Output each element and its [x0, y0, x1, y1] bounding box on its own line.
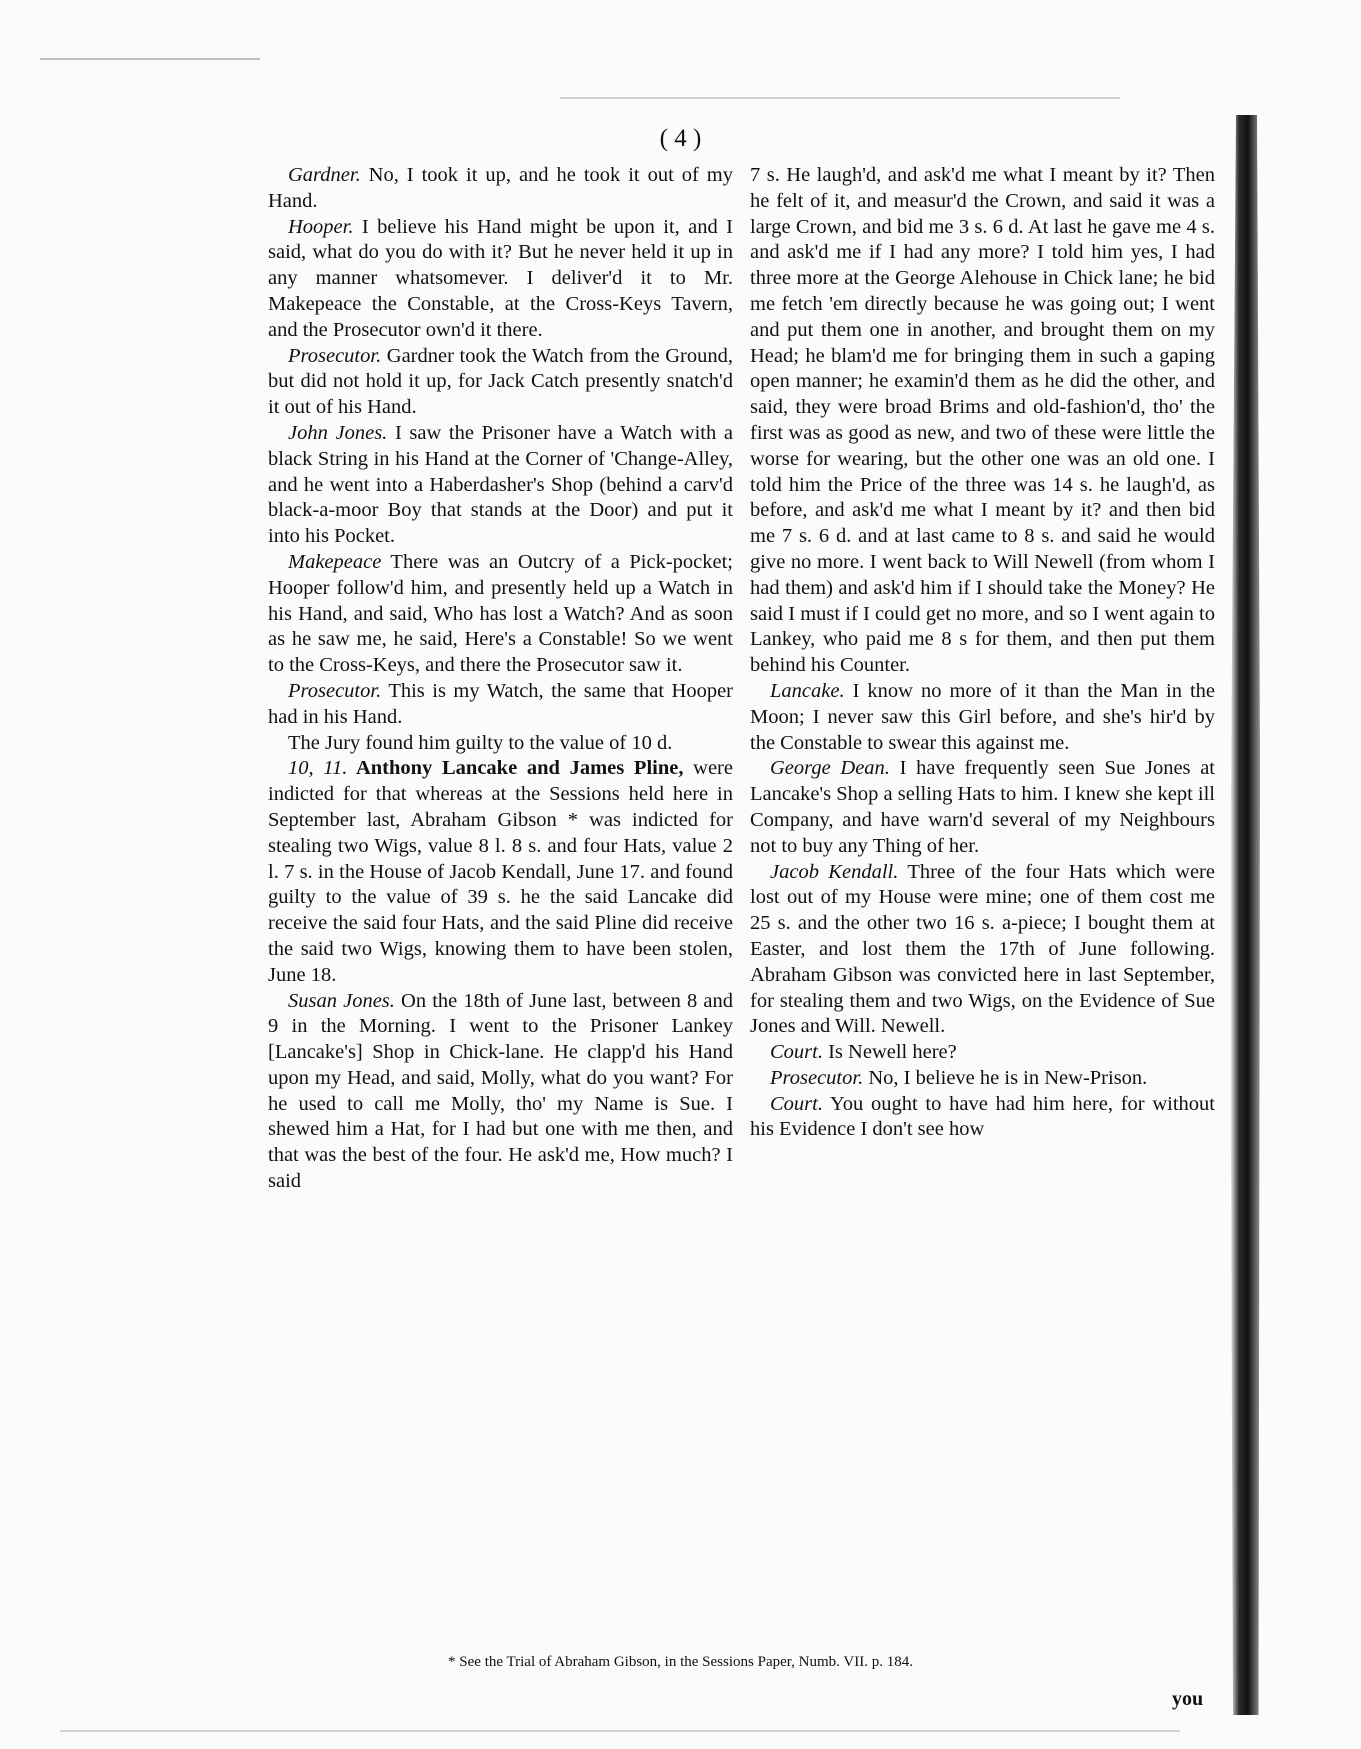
paragraph	[268, 421, 733, 550]
scan-edge-shadow	[1230, 115, 1260, 1715]
speaker-name: Prosecutor.	[288, 344, 382, 367]
paragraph	[268, 163, 733, 215]
speaker-name: Prosecutor.	[288, 679, 382, 702]
speaker-name: Jacob Kendall.	[770, 860, 899, 883]
left-column	[268, 163, 733, 1195]
speaker-name: Lancake.	[770, 679, 845, 702]
page-number: ( 4 )	[659, 125, 702, 152]
paragraph-text: No, I took it up, and he took it out of my Hand.	[268, 164, 733, 212]
paragraph	[268, 344, 733, 421]
speaker-name: Susan Jones.	[288, 989, 395, 1012]
speaker-name: Court.	[770, 1092, 823, 1115]
paragraph-text: I know no more of it than the Man in the Moon; I never saw this Girl before, and she's hir'd by the Constable to swear this against me.	[750, 679, 1215, 754]
paragraph-text: Three of the four Hats which were lost out of my House were mine; one of them cost me 25 s. and the other two 16 s. a-piece; I bought them at Easter, and lost them the 17th of June following. Abraham Gibson was convicted here in last September, for stealing them and two Wigs, on the Evidence of Sue Jones and Will. Newell.	[750, 860, 1215, 1038]
paragraph	[268, 731, 733, 757]
right-column	[750, 163, 1215, 1143]
paragraph	[750, 1092, 1215, 1144]
footnote: * See the Trial of Abraham Gibson, in the Sessions Paper, Numb. VII. p. 184.	[448, 1654, 913, 1670]
paragraph	[750, 860, 1215, 1041]
paragraph-text: were indicted for that whereas at the Sessions held here in September last, Abraham Gibson * was indicted for stealing two Wigs, value 8 l. 8 s. and four Hats, value 2 l. 7 s. in the House of Jacob Kendall, June 17. and found guilty to the value of 39 s. he the said Lancake did receive the said four Hats, and the said Pline did receive the said two Wigs, knowing them to have been stolen, June 18.	[268, 757, 733, 986]
paragraph	[750, 756, 1215, 859]
speaker-name: Makepeace	[288, 550, 382, 573]
paragraph-text: There was an Outcry of a Pick-pocket; Hooper follow'd him, and presently held up a Watch in his Hand, and said, Who has lost a Watch? And as soon as he saw me, he said, Here's a Constable! So we went to the Cross-Keys, and there the Prosecutor saw it.	[268, 550, 733, 677]
speaker-name: 10, 11.	[288, 757, 348, 780]
speaker-name: Gardner.	[288, 164, 361, 186]
paragraph-text: I have frequently seen Sue Jones at Lancake's Shop a selling Hats to him. I knew she kept ill Company, and have warn'd several of my Neighbours not to buy any Thing of her.	[750, 757, 1215, 857]
speaker-name: George Dean.	[770, 757, 890, 780]
paragraph-text: Is Newell here?	[822, 1041, 957, 1064]
paragraph	[750, 1040, 1215, 1066]
paragraph-text: On the 18th of June last, between 8 and 9 in the Morning. I went to the Prisoner Lankey [Lancake's] Shop in Chick-lane. He clapp'd his Hand upon my Head, and said, Molly, what do you want? For he used to call me Molly, tho' my Name is Sue. I shewed him a Hat, for I had but one with me then, and that was the best of the four. He ask'd me, How much? I said	[268, 989, 734, 1193]
speaker-name: Prosecutor.	[770, 1066, 864, 1089]
paragraph	[268, 679, 733, 731]
speaker-name: Hooper.	[288, 215, 354, 238]
paragraph	[750, 679, 1215, 756]
catchword: you	[1172, 1688, 1204, 1710]
paragraph	[268, 989, 733, 1195]
paragraph	[750, 163, 1215, 679]
paragraph	[750, 1066, 1215, 1092]
speaker-name: John Jones.	[288, 421, 388, 444]
scan-speck-top	[40, 58, 260, 60]
paragraph-text: I believe his Hand might be upon it, and I said, what do you do with it? But he never held it up in any manner whatsomever. I deliver'd it to Mr. Makepeace the Constable, at the Cross-Keys Tavern, and the Prosecutor own'd it there.	[268, 215, 733, 341]
speaker-name: Court.	[770, 1041, 823, 1064]
paragraph-text: This is my Watch, the same that Hooper had in his Hand.	[268, 679, 733, 728]
scan-speck-bottom	[60, 1730, 1180, 1732]
paragraph	[268, 756, 733, 988]
paragraph	[268, 215, 733, 344]
paragraph-text: Gardner took the Watch from the Ground, but did not hold it up, for Jack Catch presently snatch'd it out of his Hand.	[268, 344, 733, 419]
paragraph-text: You ought to have had him here, for without his Evidence I don't see how	[750, 1092, 1215, 1141]
defendant-names: Anthony Lancake and James Pline,	[347, 757, 684, 780]
paragraph-text: 7 s. He laugh'd, and ask'd me what I meant by it? Then he felt of it, and measur'd the Crown, and said it was a large Crown, and bid me 3 s. 6 d. At last he gave me 4 s. and ask'd me if I had any more? I told him yes, I had three more at the George Alehouse in Chick lane; he bid me fetch 'em directly because he was going out; I went and put them one in another, and brought them on my Head; he blam'd me for bringing them in such a gaping open manner; he examin'd them as he did the other, and said, they were broad Brims and old-fashion'd, tho' the first was as good as new, and two of these were little the worse for wearing, but the other one was an old one. I told him the Price of the three was 14 s. he laugh'd, as before, and ask'd me what I meant by it? and then bid me 7 s. 6 d. and at last came to 8 s. and said he would give no more. I went back to Will Newell (from whom I had them) and ask'd him if I should take the Money? He said I must if I could get no more, and so I went again to Lankey, who paid me 8 s for them, and then put them behind his Counter.	[750, 164, 1215, 677]
paragraph-text: The Jury found him guilty to the value of 10 d.	[288, 731, 673, 754]
paragraph	[268, 550, 733, 679]
paragraph-text: No, I believe he is in New-Prison.	[863, 1066, 1148, 1089]
paragraph-text: I saw the Prisoner have a Watch with a black String in his Hand at the Corner of 'Change-Alley, and he went into a Haberdasher's Shop (behind a carv'd black-a-moor Boy that stands at the Door) and put it into his Pocket.	[268, 421, 733, 548]
scan-speck-header	[560, 97, 1120, 99]
